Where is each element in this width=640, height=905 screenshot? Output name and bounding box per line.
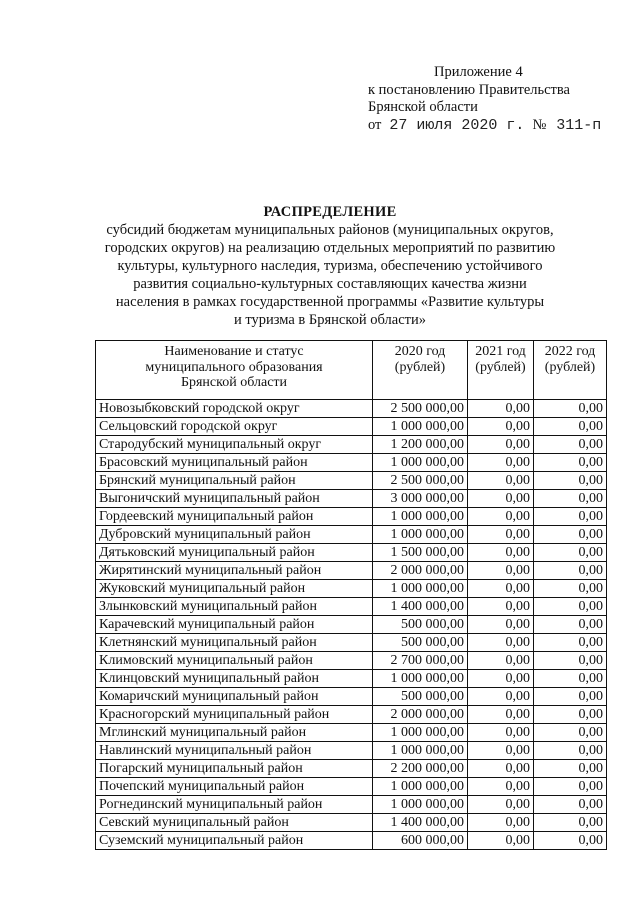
- cell-2022: 0,00: [534, 472, 607, 490]
- heading-line: развития социально-культурных составляющих качества жизни: [133, 276, 527, 292]
- table-body: [96, 400, 607, 850]
- cell-2020: 500 000,00: [373, 634, 468, 652]
- appendix-region-line: Брянской области: [368, 99, 478, 115]
- cell-2021: 0,00: [468, 472, 534, 490]
- cell-2022: 0,00: [534, 742, 607, 760]
- cell-2021: 0,00: [468, 652, 534, 670]
- cell-2020: 1 000 000,00: [373, 508, 468, 526]
- cell-2022: 0,00: [534, 670, 607, 688]
- cell-municipality: Сельцовский городской округ: [96, 418, 373, 436]
- cell-2021: 0,00: [468, 580, 534, 598]
- cell-2021: 0,00: [468, 436, 534, 454]
- cell-municipality: Погарский муниципальный район: [96, 760, 373, 778]
- table-row: [96, 418, 607, 436]
- cell-municipality: Брасовский муниципальный район: [96, 454, 373, 472]
- table-row: [96, 814, 607, 832]
- table-row: [96, 742, 607, 760]
- table-row: [96, 724, 607, 742]
- appendix-order-line: [368, 117, 601, 135]
- appendix-header: [368, 64, 601, 134]
- cell-2021: 0,00: [468, 418, 534, 436]
- cell-municipality: Красногорский муниципальный район: [96, 706, 373, 724]
- cell-2020: 1 000 000,00: [373, 742, 468, 760]
- cell-2020: 1 000 000,00: [373, 580, 468, 598]
- cell-municipality: Дубровский муниципальный район: [96, 526, 373, 544]
- cell-2020: 1 400 000,00: [373, 598, 468, 616]
- table-row: [96, 652, 607, 670]
- cell-2021: 0,00: [468, 688, 534, 706]
- cell-2020: 500 000,00: [373, 616, 468, 634]
- cell-2021: 0,00: [468, 634, 534, 652]
- cell-2021: 0,00: [468, 508, 534, 526]
- table-row: [96, 670, 607, 688]
- cell-2020: 2 000 000,00: [373, 706, 468, 724]
- cell-2020: 1 000 000,00: [373, 526, 468, 544]
- cell-2021: 0,00: [468, 454, 534, 472]
- cell-municipality: Новозыбковский городской округ: [96, 400, 373, 418]
- table-row: [96, 778, 607, 796]
- cell-2022: 0,00: [534, 760, 607, 778]
- document-title: РАСПРЕДЕЛЕНИЕ: [263, 204, 397, 220]
- document-heading: [60, 203, 600, 329]
- cell-municipality: Навлинский муниципальный район: [96, 742, 373, 760]
- order-prefix: от: [368, 116, 382, 133]
- table-row: [96, 796, 607, 814]
- cell-2022: 0,00: [534, 436, 607, 454]
- cell-2022: 0,00: [534, 724, 607, 742]
- cell-2022: 0,00: [534, 832, 607, 850]
- table-row: [96, 580, 607, 598]
- cell-2022: 0,00: [534, 778, 607, 796]
- table-row: [96, 526, 607, 544]
- table-row: [96, 634, 607, 652]
- cell-municipality: Почепский муниципальный район: [96, 778, 373, 796]
- cell-2021: 0,00: [468, 760, 534, 778]
- cell-2022: 0,00: [534, 544, 607, 562]
- cell-2020: 2 000 000,00: [373, 562, 468, 580]
- table-row: [96, 472, 607, 490]
- cell-2022: 0,00: [534, 400, 607, 418]
- cell-municipality: Клетнянский муниципальный район: [96, 634, 373, 652]
- heading-line: культуры, культурного наследия, туризма, обеспечению устойчивого: [117, 258, 543, 274]
- cell-municipality: Стародубский муниципальный округ: [96, 436, 373, 454]
- cell-2021: 0,00: [468, 796, 534, 814]
- cell-2021: 0,00: [468, 400, 534, 418]
- cell-2020: 1 000 000,00: [373, 724, 468, 742]
- cell-2022: 0,00: [534, 634, 607, 652]
- table-row: [96, 832, 607, 850]
- cell-municipality: Жирятинский муниципальный район: [96, 562, 373, 580]
- cell-2020: 2 500 000,00: [373, 400, 468, 418]
- header-2020: 2020 год (рублей): [373, 341, 468, 400]
- cell-2020: 1 000 000,00: [373, 418, 468, 436]
- appendix-decree-line: к постановлению Правительства: [368, 81, 570, 98]
- cell-municipality: Климовский муниципальный район: [96, 652, 373, 670]
- cell-2021: 0,00: [468, 742, 534, 760]
- header-2021: 2021 год (рублей): [468, 341, 534, 400]
- cell-2021: 0,00: [468, 562, 534, 580]
- table-row: [96, 706, 607, 724]
- table-row: [96, 688, 607, 706]
- cell-2020: 1 000 000,00: [373, 454, 468, 472]
- heading-line: населения в рамках государственной программы «Развитие культуры: [115, 294, 545, 310]
- header-2022: 2022 год (рублей): [534, 341, 607, 400]
- cell-2022: 0,00: [534, 508, 607, 526]
- cell-2021: 0,00: [468, 490, 534, 508]
- cell-2022: 0,00: [534, 562, 607, 580]
- order-number-label: №: [532, 116, 547, 133]
- heading-line: субсидий бюджетам муниципальных районов (муниципальных округов,: [106, 222, 554, 238]
- cell-2020: 2 700 000,00: [373, 652, 468, 670]
- cell-2021: 0,00: [468, 598, 534, 616]
- cell-2020: 3 000 000,00: [373, 490, 468, 508]
- cell-2022: 0,00: [534, 652, 607, 670]
- cell-2021: 0,00: [468, 724, 534, 742]
- cell-municipality: Клинцовский муниципальный район: [96, 670, 373, 688]
- cell-2021: 0,00: [468, 526, 534, 544]
- cell-municipality: Брянский муниципальный район: [96, 472, 373, 490]
- appendix-title: Приложение 4: [434, 64, 523, 80]
- cell-2020: 1 000 000,00: [373, 796, 468, 814]
- cell-2020: 600 000,00: [373, 832, 468, 850]
- cell-2020: 1 200 000,00: [373, 436, 468, 454]
- order-number: 311-п: [556, 116, 602, 134]
- cell-2021: 0,00: [468, 706, 534, 724]
- cell-2020: 2 200 000,00: [373, 760, 468, 778]
- table-row: [96, 760, 607, 778]
- cell-2022: 0,00: [534, 454, 607, 472]
- table-row: [96, 508, 607, 526]
- cell-2022: 0,00: [534, 490, 607, 508]
- cell-2022: 0,00: [534, 814, 607, 832]
- heading-line: и туризма в Брянской области»: [233, 312, 427, 328]
- table-row: [96, 400, 607, 418]
- table-row: [96, 490, 607, 508]
- cell-2022: 0,00: [534, 598, 607, 616]
- table-row: [96, 544, 607, 562]
- cell-2020: 1 400 000,00: [373, 814, 468, 832]
- cell-2022: 0,00: [534, 616, 607, 634]
- cell-2021: 0,00: [468, 544, 534, 562]
- cell-municipality: Дятьковский муниципальный район: [96, 544, 373, 562]
- cell-2020: 2 500 000,00: [373, 472, 468, 490]
- cell-2021: 0,00: [468, 616, 534, 634]
- cell-2022: 0,00: [534, 688, 607, 706]
- cell-2021: 0,00: [468, 832, 534, 850]
- cell-municipality: Севский муниципальный район: [96, 814, 373, 832]
- cell-2022: 0,00: [534, 706, 607, 724]
- cell-municipality: Гордеевский муниципальный район: [96, 508, 373, 526]
- cell-municipality: Комаричский муниципальный район: [96, 688, 373, 706]
- cell-2020: 1 000 000,00: [373, 778, 468, 796]
- cell-municipality: Суземский муниципальный район: [96, 832, 373, 850]
- cell-municipality: Карачевский муниципальный район: [96, 616, 373, 634]
- cell-2022: 0,00: [534, 580, 607, 598]
- cell-municipality: Злынковский муниципальный район: [96, 598, 373, 616]
- cell-municipality: Выгоничский муниципальный район: [96, 490, 373, 508]
- cell-2022: 0,00: [534, 526, 607, 544]
- cell-2020: 1 000 000,00: [373, 670, 468, 688]
- table-row: [96, 616, 607, 634]
- table-row: [96, 598, 607, 616]
- cell-municipality: Мглинский муниципальный район: [96, 724, 373, 742]
- table-row: [96, 436, 607, 454]
- table-row: [96, 454, 607, 472]
- cell-2020: 500 000,00: [373, 688, 468, 706]
- cell-2021: 0,00: [468, 670, 534, 688]
- cell-2022: 0,00: [534, 418, 607, 436]
- order-date: 27 июля 2020 г.: [389, 116, 525, 134]
- table-header-row: [96, 341, 607, 400]
- cell-2021: 0,00: [468, 814, 534, 832]
- heading-line: городских округов) на реализацию отдельных мероприятий по развитию: [104, 240, 556, 256]
- cell-2022: 0,00: [534, 796, 607, 814]
- cell-municipality: Рогнединский муниципальный район: [96, 796, 373, 814]
- distribution-table: [95, 340, 607, 850]
- cell-2020: 1 500 000,00: [373, 544, 468, 562]
- cell-municipality: Жуковский муниципальный район: [96, 580, 373, 598]
- header-municipality: Наименование и статус муниципального образования Брянской области: [96, 341, 373, 400]
- cell-2021: 0,00: [468, 778, 534, 796]
- table-row: [96, 562, 607, 580]
